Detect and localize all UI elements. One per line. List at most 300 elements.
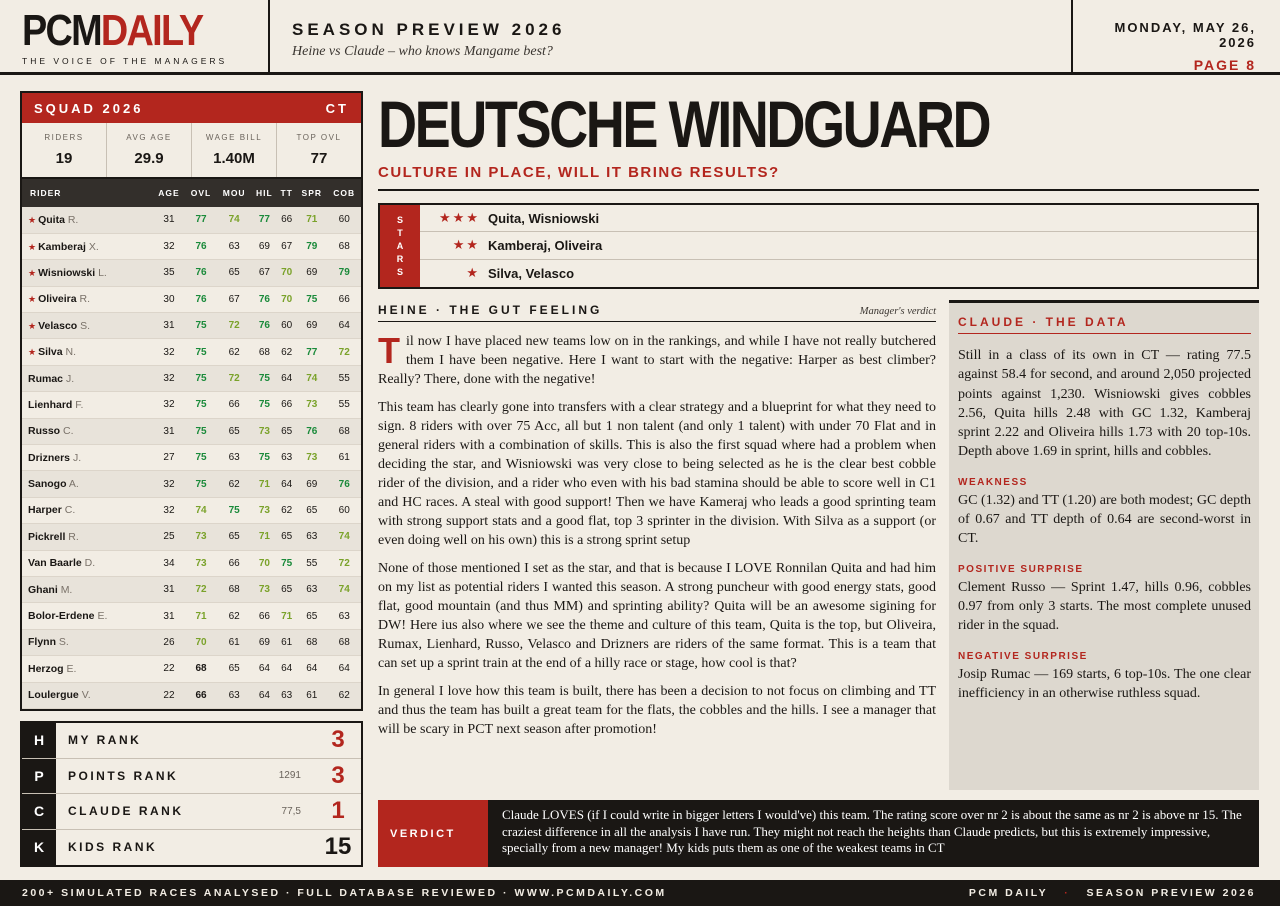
rider-initial: C. bbox=[64, 504, 76, 517]
stat-wage-bill bbox=[192, 123, 277, 177]
cell-ovl: 74 bbox=[185, 497, 216, 523]
cell-age: 31 bbox=[153, 313, 186, 339]
rider-name[interactable] bbox=[22, 682, 153, 708]
rank-value: 3 bbox=[331, 761, 345, 789]
stat-top-ovl bbox=[277, 123, 361, 177]
table-row[interactable] bbox=[22, 550, 361, 576]
cell-spr: 69 bbox=[296, 471, 327, 497]
rider-name[interactable] bbox=[22, 339, 153, 365]
cell-hil: 68 bbox=[252, 339, 278, 365]
cell-spr: 61 bbox=[296, 682, 327, 708]
star-icon: ★ bbox=[28, 214, 37, 225]
cell-hil: 77 bbox=[252, 207, 278, 233]
rider-last-name: Van Baarle bbox=[28, 557, 82, 570]
rider-name[interactable] bbox=[22, 313, 153, 339]
star-row-one bbox=[420, 260, 1257, 287]
cell-ovl: 66 bbox=[185, 682, 216, 708]
rider-initial: R. bbox=[79, 293, 91, 306]
logo-pcm: PCM bbox=[22, 6, 101, 55]
heine-header bbox=[378, 303, 936, 322]
site-logo[interactable] bbox=[22, 8, 234, 54]
cell-age: 32 bbox=[153, 471, 186, 497]
rider-name[interactable] bbox=[22, 286, 153, 312]
footer-credits: 200+ SIMULATED RACES ANALYSED · FULL DATABASE REVIEWED · WWW.PCMDAILY.COM bbox=[22, 887, 667, 899]
page-number: PAGE 8 bbox=[1193, 57, 1256, 73]
squad-division: CT bbox=[325, 100, 349, 116]
stat-label: WAGE BILL bbox=[205, 133, 263, 142]
cell-age: 32 bbox=[153, 497, 186, 523]
rider-name[interactable] bbox=[22, 656, 153, 682]
col-hil[interactable]: HIL bbox=[252, 179, 278, 207]
cell-cob: 61 bbox=[327, 445, 361, 471]
cell-mou: 65 bbox=[217, 260, 252, 286]
cell-hil: 75 bbox=[252, 392, 278, 418]
cell-cob: 60 bbox=[327, 497, 361, 523]
cell-age: 27 bbox=[153, 445, 186, 471]
stat-value: 19 bbox=[55, 150, 73, 167]
cell-hil: 73 bbox=[252, 497, 278, 523]
cell-mou: 66 bbox=[217, 392, 252, 418]
cell-age: 22 bbox=[153, 656, 186, 682]
rider-name[interactable] bbox=[22, 207, 153, 233]
table-row[interactable] bbox=[22, 313, 361, 339]
rank-row bbox=[22, 759, 361, 795]
cell-age: 32 bbox=[153, 392, 186, 418]
stars-rows bbox=[420, 205, 1257, 287]
star-row-three bbox=[420, 205, 1257, 232]
cell-mou: 62 bbox=[217, 339, 252, 365]
positive-surprise-text: Clement Russo — Sprint 1.47, hills 0.96, cobbles 0.97 from only 3 starts. The most complete unused rider in the squad. bbox=[958, 579, 1251, 634]
stat-value: 29.9 bbox=[134, 150, 164, 167]
col-rider[interactable]: RIDER bbox=[22, 179, 153, 207]
verdict-box bbox=[378, 800, 1259, 867]
logo-block bbox=[0, 0, 270, 72]
cell-hil: 75 bbox=[252, 365, 278, 391]
rider-name[interactable] bbox=[22, 471, 153, 497]
headline-rule bbox=[378, 189, 1259, 191]
cell-cob: 60 bbox=[327, 207, 361, 233]
heine-paragraph-text: il now I have placed new teams low on in the rankings, and while I have not really butchered them I have been negative. Here I want to start with the negative: Harper as best climber? Really? There, done with the negative! bbox=[378, 334, 936, 387]
riders-table bbox=[22, 179, 361, 709]
cell-ovl: 75 bbox=[185, 313, 216, 339]
cell-cob: 66 bbox=[327, 286, 361, 312]
cell-hil: 64 bbox=[252, 682, 278, 708]
rider-last-name: Sanogo bbox=[28, 478, 67, 491]
cell-tt: 66 bbox=[277, 207, 296, 233]
table-row[interactable] bbox=[22, 682, 361, 708]
cell-cob: 68 bbox=[327, 629, 361, 655]
heine-tag: Manager's verdict bbox=[859, 306, 936, 317]
negative-surprise-text: Josip Rumac — 169 starts, 6 top-10s. The one clear inefficiency in an otherwise ruthless squad. bbox=[958, 666, 1251, 701]
cell-hil: 73 bbox=[252, 418, 278, 444]
star-icon: ★ bbox=[28, 241, 37, 252]
rider-initial: E. bbox=[97, 610, 108, 623]
stat-label: AVG AGE bbox=[126, 133, 172, 142]
squad-panel bbox=[20, 91, 363, 711]
weakness-text: GC (1.32) and TT (1.20) are both modest; GC depth of 0.67 and TT depth of 0.64 are second-worst in CT. bbox=[958, 492, 1251, 547]
stars-tab bbox=[380, 205, 420, 287]
cell-mou: 63 bbox=[217, 233, 252, 259]
footer-separator: · bbox=[1064, 887, 1071, 899]
rank-letter: H bbox=[22, 723, 56, 758]
rider-last-name: Velasco bbox=[38, 319, 78, 332]
logo-tagline: THE VOICE OF THE MANAGERS bbox=[22, 56, 228, 66]
col-spr[interactable]: SPR bbox=[296, 179, 327, 207]
heine-paragraph: In general I love how this team is built, there has been a decision to not focus on climbing and TT and thus the team has built a great team for the flats, the cobbles and the hills. I see a manager that will be scary in PCT next season after promotion! bbox=[378, 684, 936, 737]
table-row[interactable] bbox=[22, 524, 361, 550]
cell-age: 32 bbox=[153, 365, 186, 391]
footer bbox=[0, 880, 1280, 906]
cell-mou: 65 bbox=[217, 418, 252, 444]
article-headline: DEUTSCHE WINDGUARD bbox=[378, 87, 990, 161]
cell-ovl: 75 bbox=[185, 418, 216, 444]
cell-tt: 65 bbox=[277, 524, 296, 550]
rider-initial: D. bbox=[84, 557, 96, 570]
cell-tt: 63 bbox=[277, 682, 296, 708]
stat-value: 1.40M bbox=[213, 150, 255, 167]
cell-ovl: 76 bbox=[185, 286, 216, 312]
cell-mou: 62 bbox=[217, 603, 252, 629]
cell-mou: 63 bbox=[217, 445, 252, 471]
rider-last-name: Drizners bbox=[28, 451, 71, 464]
cell-mou: 66 bbox=[217, 550, 252, 576]
rider-last-name: Bolor-Erdene bbox=[28, 610, 95, 623]
col-age[interactable]: AGE bbox=[153, 179, 186, 207]
star-icon: ★ bbox=[28, 294, 37, 305]
rider-name[interactable] bbox=[22, 603, 153, 629]
rider-last-name: Silva bbox=[38, 346, 63, 359]
table-row[interactable] bbox=[22, 365, 361, 391]
cell-cob: 55 bbox=[327, 365, 361, 391]
cell-spr: 68 bbox=[296, 629, 327, 655]
rider-initial: J. bbox=[65, 372, 75, 385]
cell-cob: 64 bbox=[327, 313, 361, 339]
cell-cob: 74 bbox=[327, 576, 361, 602]
cell-tt: 75 bbox=[277, 550, 296, 576]
cell-tt: 62 bbox=[277, 497, 296, 523]
cell-hil: 76 bbox=[252, 286, 278, 312]
heine-column bbox=[378, 303, 936, 739]
rider-name[interactable] bbox=[22, 445, 153, 471]
rank-label: POINTS RANK bbox=[68, 768, 179, 783]
cell-ovl: 73 bbox=[185, 550, 216, 576]
star-riders: Kamberaj, Oliveira bbox=[488, 237, 603, 253]
cell-ovl: 72 bbox=[185, 576, 216, 602]
cell-cob: 72 bbox=[327, 550, 361, 576]
cell-hil: 70 bbox=[252, 550, 278, 576]
positive-surprise-label: POSITIVE SURPRISE bbox=[958, 563, 1084, 575]
cell-ovl: 73 bbox=[185, 524, 216, 550]
rank-label: CLAUDE RANK bbox=[68, 804, 184, 819]
table-row[interactable] bbox=[22, 339, 361, 365]
stars-tab-letter: T bbox=[397, 227, 403, 238]
cell-cob: 55 bbox=[327, 392, 361, 418]
rank-score: 77,5 bbox=[281, 805, 301, 817]
cell-hil: 71 bbox=[252, 524, 278, 550]
cell-ovl: 68 bbox=[185, 656, 216, 682]
rider-name[interactable] bbox=[22, 629, 153, 655]
cell-mou: 65 bbox=[217, 656, 252, 682]
heine-paragraph bbox=[378, 332, 936, 389]
rider-name[interactable] bbox=[22, 392, 153, 418]
col-tt[interactable]: TT bbox=[277, 179, 296, 207]
stat-value: 77 bbox=[310, 150, 328, 167]
rank-value: 1 bbox=[331, 797, 345, 825]
stars-box bbox=[378, 203, 1259, 289]
rider-initial: V. bbox=[81, 689, 91, 702]
stat-riders bbox=[22, 123, 107, 177]
footer-brand: PCM DAILY bbox=[968, 887, 1048, 899]
rank-letter: C bbox=[22, 794, 56, 829]
rider-initial: E. bbox=[66, 662, 77, 675]
cell-spr: 63 bbox=[296, 576, 327, 602]
cell-mou: 72 bbox=[217, 313, 252, 339]
table-row[interactable] bbox=[22, 497, 361, 523]
cell-age: 22 bbox=[153, 682, 186, 708]
table-row[interactable] bbox=[22, 576, 361, 602]
article-subhead: CULTURE IN PLACE, WILL IT BRING RESULTS? bbox=[378, 164, 780, 181]
rider-initial: X. bbox=[88, 240, 99, 253]
rider-last-name: Loulergue bbox=[28, 689, 79, 702]
table-row[interactable] bbox=[22, 418, 361, 444]
cell-ovl: 76 bbox=[185, 260, 216, 286]
rider-last-name: Lienhard bbox=[28, 398, 73, 411]
rider-name[interactable] bbox=[22, 576, 153, 602]
cell-cob: 72 bbox=[327, 339, 361, 365]
stars-tab-letter: R bbox=[396, 253, 404, 264]
star-icon: ★★★ bbox=[439, 210, 480, 226]
cell-spr: 74 bbox=[296, 365, 327, 391]
rank-value: 3 bbox=[331, 726, 345, 754]
rider-last-name: Rumac bbox=[28, 372, 64, 385]
cell-cob: 64 bbox=[327, 656, 361, 682]
col-mou[interactable]: MOU bbox=[217, 179, 252, 207]
star-icon: ★ bbox=[28, 347, 37, 358]
star-riders: Silva, Velasco bbox=[488, 265, 575, 281]
section-subtitle: Heine vs Claude – who knows Mangame best? bbox=[292, 44, 553, 59]
rider-name[interactable] bbox=[22, 497, 153, 523]
table-row[interactable] bbox=[22, 233, 361, 259]
rider-last-name: Quita bbox=[38, 213, 65, 226]
issue-date: MONDAY, MAY 26, 2026 bbox=[1114, 20, 1256, 50]
table-row[interactable] bbox=[22, 629, 361, 655]
rider-last-name: Herzog bbox=[28, 662, 64, 675]
logo-daily: DAILY bbox=[100, 6, 203, 55]
cell-spr: 75 bbox=[296, 286, 327, 312]
rank-letter: K bbox=[22, 830, 56, 866]
cell-mou: 74 bbox=[217, 207, 252, 233]
rider-name[interactable] bbox=[22, 550, 153, 576]
cell-spr: 69 bbox=[296, 313, 327, 339]
section-kicker: SEASON PREVIEW 2026 bbox=[292, 20, 566, 39]
cell-spr: 73 bbox=[296, 445, 327, 471]
cell-tt: 63 bbox=[277, 445, 296, 471]
cell-tt: 66 bbox=[277, 392, 296, 418]
rank-row bbox=[22, 794, 361, 830]
riders-body bbox=[22, 207, 361, 708]
star-row-two bbox=[420, 232, 1257, 259]
cell-ovl: 75 bbox=[185, 365, 216, 391]
stat-label: RIDERS bbox=[44, 133, 84, 142]
cell-tt: 64 bbox=[277, 656, 296, 682]
cell-tt: 70 bbox=[277, 286, 296, 312]
cell-ovl: 75 bbox=[185, 392, 216, 418]
cell-mou: 65 bbox=[217, 524, 252, 550]
rider-last-name: Oliveira bbox=[38, 293, 77, 306]
rider-name[interactable] bbox=[22, 418, 153, 444]
table-row[interactable] bbox=[22, 445, 361, 471]
cell-mou: 68 bbox=[217, 576, 252, 602]
squad-stats bbox=[22, 123, 361, 179]
cell-cob: 79 bbox=[327, 260, 361, 286]
cell-hil: 69 bbox=[252, 629, 278, 655]
cell-spr: 64 bbox=[296, 656, 327, 682]
stars-tab-letter: S bbox=[396, 266, 403, 277]
cell-ovl: 75 bbox=[185, 445, 216, 471]
table-row[interactable] bbox=[22, 286, 361, 312]
rank-row bbox=[22, 830, 361, 866]
table-row[interactable] bbox=[22, 656, 361, 682]
col-ovl[interactable]: OVL bbox=[185, 179, 216, 207]
stars-tab-letter: S bbox=[396, 214, 403, 225]
footer-edition: SEASON PREVIEW 2026 bbox=[1086, 887, 1256, 899]
star-icon: ★ bbox=[28, 267, 37, 278]
cell-hil: 75 bbox=[252, 445, 278, 471]
cell-spr: 77 bbox=[296, 339, 327, 365]
star-riders: Quita, Wisniowski bbox=[488, 210, 600, 226]
rider-initial: S. bbox=[80, 319, 91, 332]
rider-initial: C. bbox=[63, 425, 74, 438]
rider-name[interactable] bbox=[22, 524, 153, 550]
cell-mou: 62 bbox=[217, 471, 252, 497]
cell-tt: 64 bbox=[277, 471, 296, 497]
table-row[interactable] bbox=[22, 260, 361, 286]
cell-mou: 63 bbox=[217, 682, 252, 708]
rider-initial: R. bbox=[67, 213, 79, 226]
cell-tt: 71 bbox=[277, 603, 296, 629]
cell-hil: 71 bbox=[252, 471, 278, 497]
weakness-label: WEAKNESS bbox=[958, 476, 1028, 488]
rider-last-name: Harper bbox=[28, 504, 62, 517]
cell-tt: 65 bbox=[277, 576, 296, 602]
cell-mou: 72 bbox=[217, 365, 252, 391]
rank-label: KIDS RANK bbox=[68, 840, 158, 855]
cell-cob: 74 bbox=[327, 524, 361, 550]
cell-age: 31 bbox=[153, 603, 186, 629]
table-row[interactable] bbox=[22, 603, 361, 629]
rider-name[interactable] bbox=[22, 365, 153, 391]
rider-name[interactable] bbox=[22, 260, 153, 286]
cell-age: 26 bbox=[153, 629, 186, 655]
rank-letter: P bbox=[22, 759, 56, 794]
cell-tt: 64 bbox=[277, 365, 296, 391]
rider-last-name: Kamberaj bbox=[38, 240, 86, 253]
rider-initial: L. bbox=[98, 266, 107, 279]
cell-age: 31 bbox=[153, 418, 186, 444]
rider-initial: J. bbox=[72, 451, 82, 464]
cell-spr: 65 bbox=[296, 497, 327, 523]
cell-cob: 68 bbox=[327, 233, 361, 259]
cell-ovl: 71 bbox=[185, 603, 216, 629]
cell-ovl: 75 bbox=[185, 339, 216, 365]
stat-label: TOP OVL bbox=[296, 133, 342, 142]
footer-right bbox=[969, 887, 1256, 899]
cell-tt: 70 bbox=[277, 260, 296, 286]
cell-cob: 62 bbox=[327, 682, 361, 708]
cell-age: 31 bbox=[153, 207, 186, 233]
masthead bbox=[0, 0, 1280, 75]
cell-tt: 60 bbox=[277, 313, 296, 339]
cell-ovl: 70 bbox=[185, 629, 216, 655]
squad-header bbox=[22, 93, 361, 123]
issue-info bbox=[1073, 0, 1280, 72]
rider-last-name: Ghani bbox=[28, 583, 58, 596]
rider-name[interactable] bbox=[22, 233, 153, 259]
squad-title: SQUAD 2026 bbox=[34, 100, 144, 116]
cell-age: 32 bbox=[153, 339, 186, 365]
cell-tt: 65 bbox=[277, 418, 296, 444]
drop-cap: T bbox=[378, 330, 400, 371]
col-cob[interactable]: COB bbox=[327, 179, 361, 207]
verdict-text: Claude LOVES (if I could write in bigger letters I would've) this team. The rating score over nr 2 is about the same as nr 2 is above nr 15. The craziest difference in all the analysis I have run. They might not reach the heights than Claude predicts, but this is extremely impressive, specially from a new manager! My kids puts them as one of the weakest teams in CT bbox=[502, 807, 1242, 855]
cell-ovl: 77 bbox=[185, 207, 216, 233]
cell-tt: 62 bbox=[277, 339, 296, 365]
cell-spr: 65 bbox=[296, 603, 327, 629]
rank-score: 1291 bbox=[278, 770, 301, 782]
rider-last-name: Flynn bbox=[28, 636, 56, 649]
table-row[interactable] bbox=[22, 392, 361, 418]
cell-hil: 69 bbox=[252, 233, 278, 259]
cell-ovl: 75 bbox=[185, 471, 216, 497]
cell-age: 31 bbox=[153, 576, 186, 602]
cell-cob: 68 bbox=[327, 418, 361, 444]
cell-spr: 73 bbox=[296, 392, 327, 418]
cell-hil: 66 bbox=[252, 603, 278, 629]
section-header bbox=[270, 0, 1073, 72]
rider-last-name: Russo bbox=[28, 425, 61, 438]
negative-surprise-label: NEGATIVE SURPRISE bbox=[958, 650, 1088, 662]
rider-initial: S. bbox=[58, 636, 69, 649]
riders-header-row bbox=[22, 179, 361, 207]
cell-spr: 69 bbox=[296, 260, 327, 286]
rider-initial: F. bbox=[75, 398, 84, 411]
rider-last-name: Wisniowski bbox=[38, 266, 96, 279]
rider-last-name: Pickrell bbox=[28, 530, 66, 543]
cell-spr: 79 bbox=[296, 233, 327, 259]
verdict-label: VERDICT bbox=[378, 800, 488, 867]
table-row[interactable] bbox=[22, 471, 361, 497]
cell-hil: 76 bbox=[252, 313, 278, 339]
cell-tt: 61 bbox=[277, 629, 296, 655]
star-icon: ★ bbox=[28, 320, 37, 331]
rank-row bbox=[22, 723, 361, 759]
heine-paragraph: This team has clearly gone into transfers with a clear strategy and a blueprint for what they need to sign. 8 riders with over 75 Acc, all but 1 non talent (and only 1 talent) with under 70 Flat and in general riders with a combination of skills. This is also the first squad where had a problem when deciding the star, and Wisniowski was very close to being selected as he is the clear best cobble rider of the division, and a rider who even with his bad stamina should be able to score well in C1 and HC races. A steal with good support! Then we have Kameraj who leads a good sprinting team with strong support stats and a good flat, top 3 sprinter in the division. With Silva as a support (or even doing well on his own) this is a strong sprint setup bbox=[378, 400, 936, 548]
cell-spr: 63 bbox=[296, 524, 327, 550]
stars-tab-letter: A bbox=[396, 240, 404, 251]
stat-avg-age bbox=[107, 123, 192, 177]
rider-initial: R. bbox=[68, 530, 79, 543]
cell-age: 35 bbox=[153, 260, 186, 286]
heine-title: HEINE · THE GUT FEELING bbox=[378, 303, 603, 317]
rider-initial: M. bbox=[60, 583, 73, 596]
cell-ovl: 76 bbox=[185, 233, 216, 259]
cell-mou: 61 bbox=[217, 629, 252, 655]
rider-initial: N. bbox=[65, 346, 77, 359]
table-row[interactable] bbox=[22, 207, 361, 233]
heine-paragraph: None of those mentioned I set as the star, and that is because I LOVE Ronnilan Quita and had him on my list as potential riders I wanted this season. A strong puncheur with good energy stats, good flat, good mountain (and thus MM) and sprinting ability? Quita will be an awesome sigining for DW! Here ius also where we see the theme and culture of this team, Quita is the top, but Oliveira, Rumax, Lienhard, Russo, Velasco and Drizners are riders of the same format. This is a team that can set up a sprint train at the end of a hilly race or stage, how cool is that? bbox=[378, 561, 936, 671]
cell-age: 32 bbox=[153, 233, 186, 259]
cell-spr: 71 bbox=[296, 207, 327, 233]
